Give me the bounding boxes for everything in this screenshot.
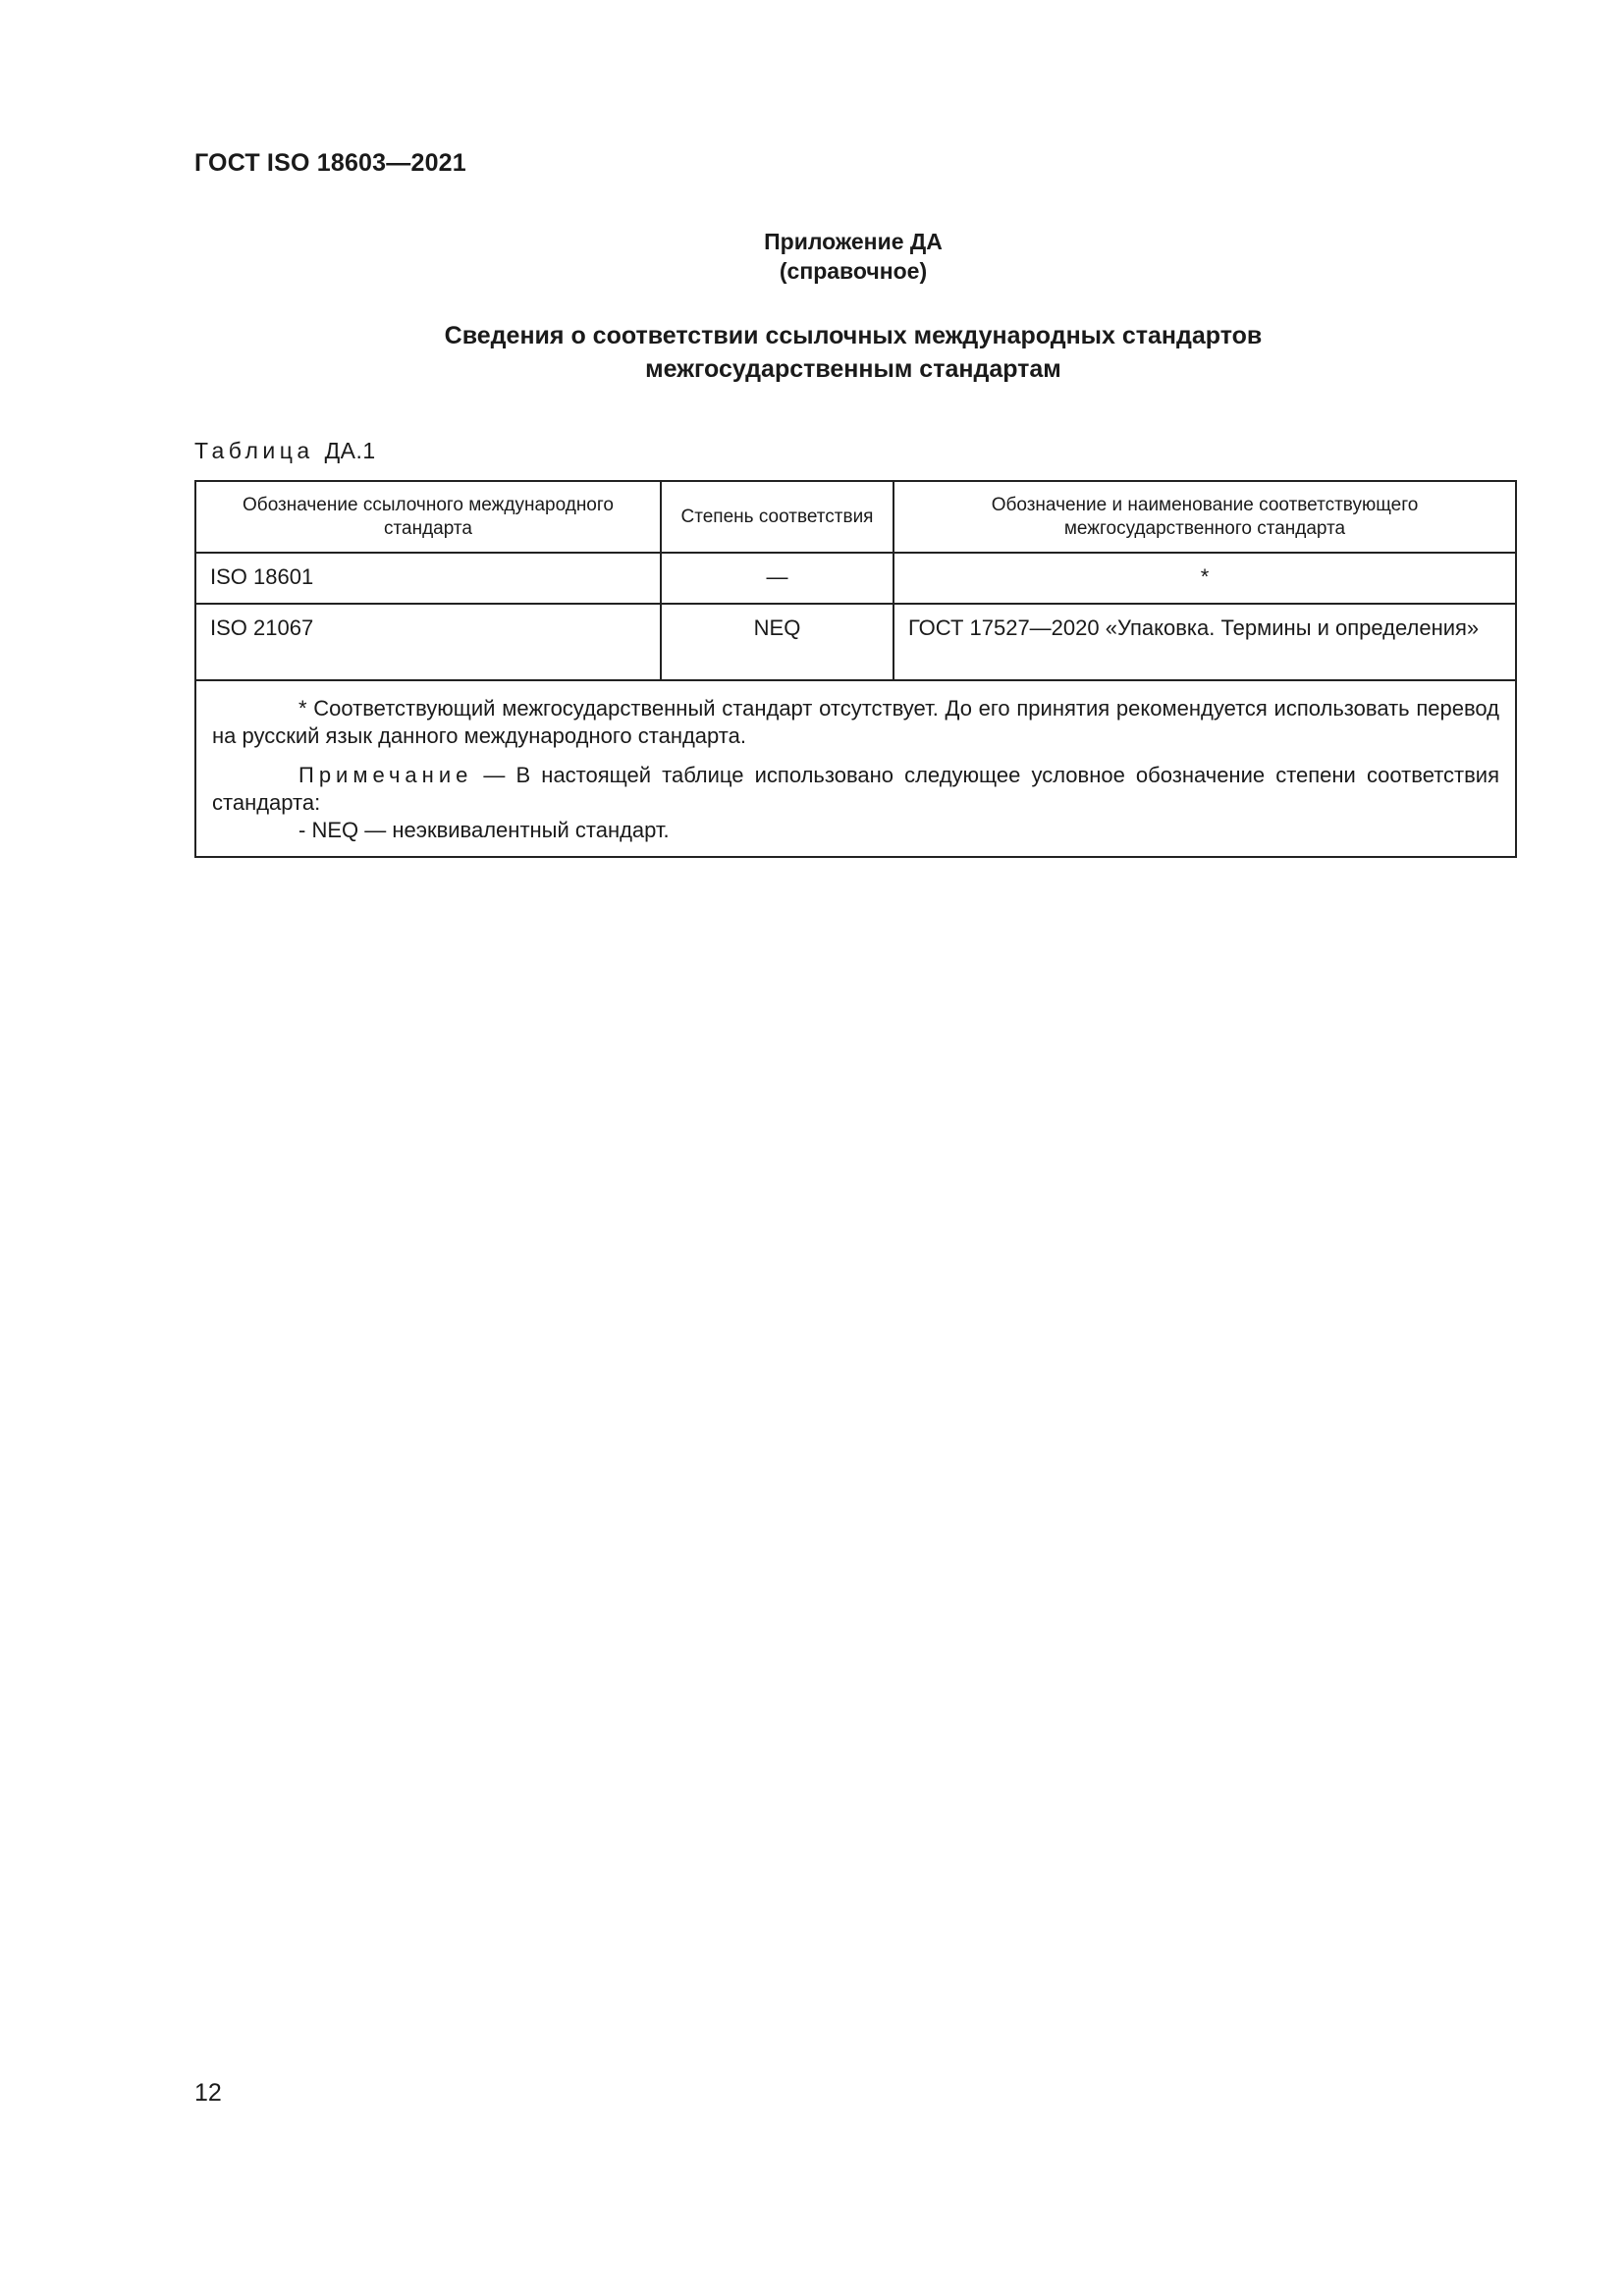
note-paragraph — [212, 762, 1499, 817]
table-header-row — [195, 481, 1516, 553]
annex-title: Приложение ДА — [764, 229, 943, 254]
note-item: - NEQ — неэквивалентный стандарт. — [298, 818, 670, 842]
document-header: ГОСТ ISO 18603—2021 — [194, 149, 466, 177]
cell-degree: NEQ — [661, 604, 893, 680]
cell-reference: ISO 21067 — [195, 604, 661, 680]
section-title-line-2: межгосударственным стандартам — [645, 355, 1061, 383]
table-footer-row — [195, 680, 1516, 857]
column-header-national: Обозначение и наименование соответствующего межгосударственного стандарта — [893, 481, 1516, 553]
annex-type: (справочное) — [779, 258, 928, 284]
column-header-degree: Степень соответствия — [661, 481, 893, 553]
table-caption-number: ДА.1 — [324, 438, 376, 463]
table-footer-cell — [195, 680, 1516, 857]
cell-degree: — — [661, 553, 893, 604]
cell-national: * — [893, 553, 1516, 604]
table-row — [195, 553, 1516, 604]
correspondence-table — [194, 480, 1517, 858]
footnote-text: * Соответствующий межгосударственный стандарт отсутствует. До его принятия рекомендуется использовать перевод на русский язык данного международного стандарта. — [212, 696, 1499, 748]
table-row — [195, 604, 1516, 680]
cell-national: ГОСТ 17527—2020 «Упаковка. Термины и определения» — [893, 604, 1516, 680]
table-caption — [194, 438, 376, 464]
note-text: — В настоящей таблице использовано следующее условное обозначение степени соответствия стандарта: — [212, 763, 1499, 815]
table-caption-word: Таблица — [194, 438, 314, 463]
page-number: 12 — [194, 2079, 222, 2107]
column-header-reference: Обозначение ссылочного международного стандарта — [195, 481, 661, 553]
note-label: Примечание — [298, 763, 473, 787]
section-title-line-1: Сведения о соответствии ссылочных международных стандартов — [444, 322, 1263, 349]
cell-reference: ISO 18601 — [195, 553, 661, 604]
